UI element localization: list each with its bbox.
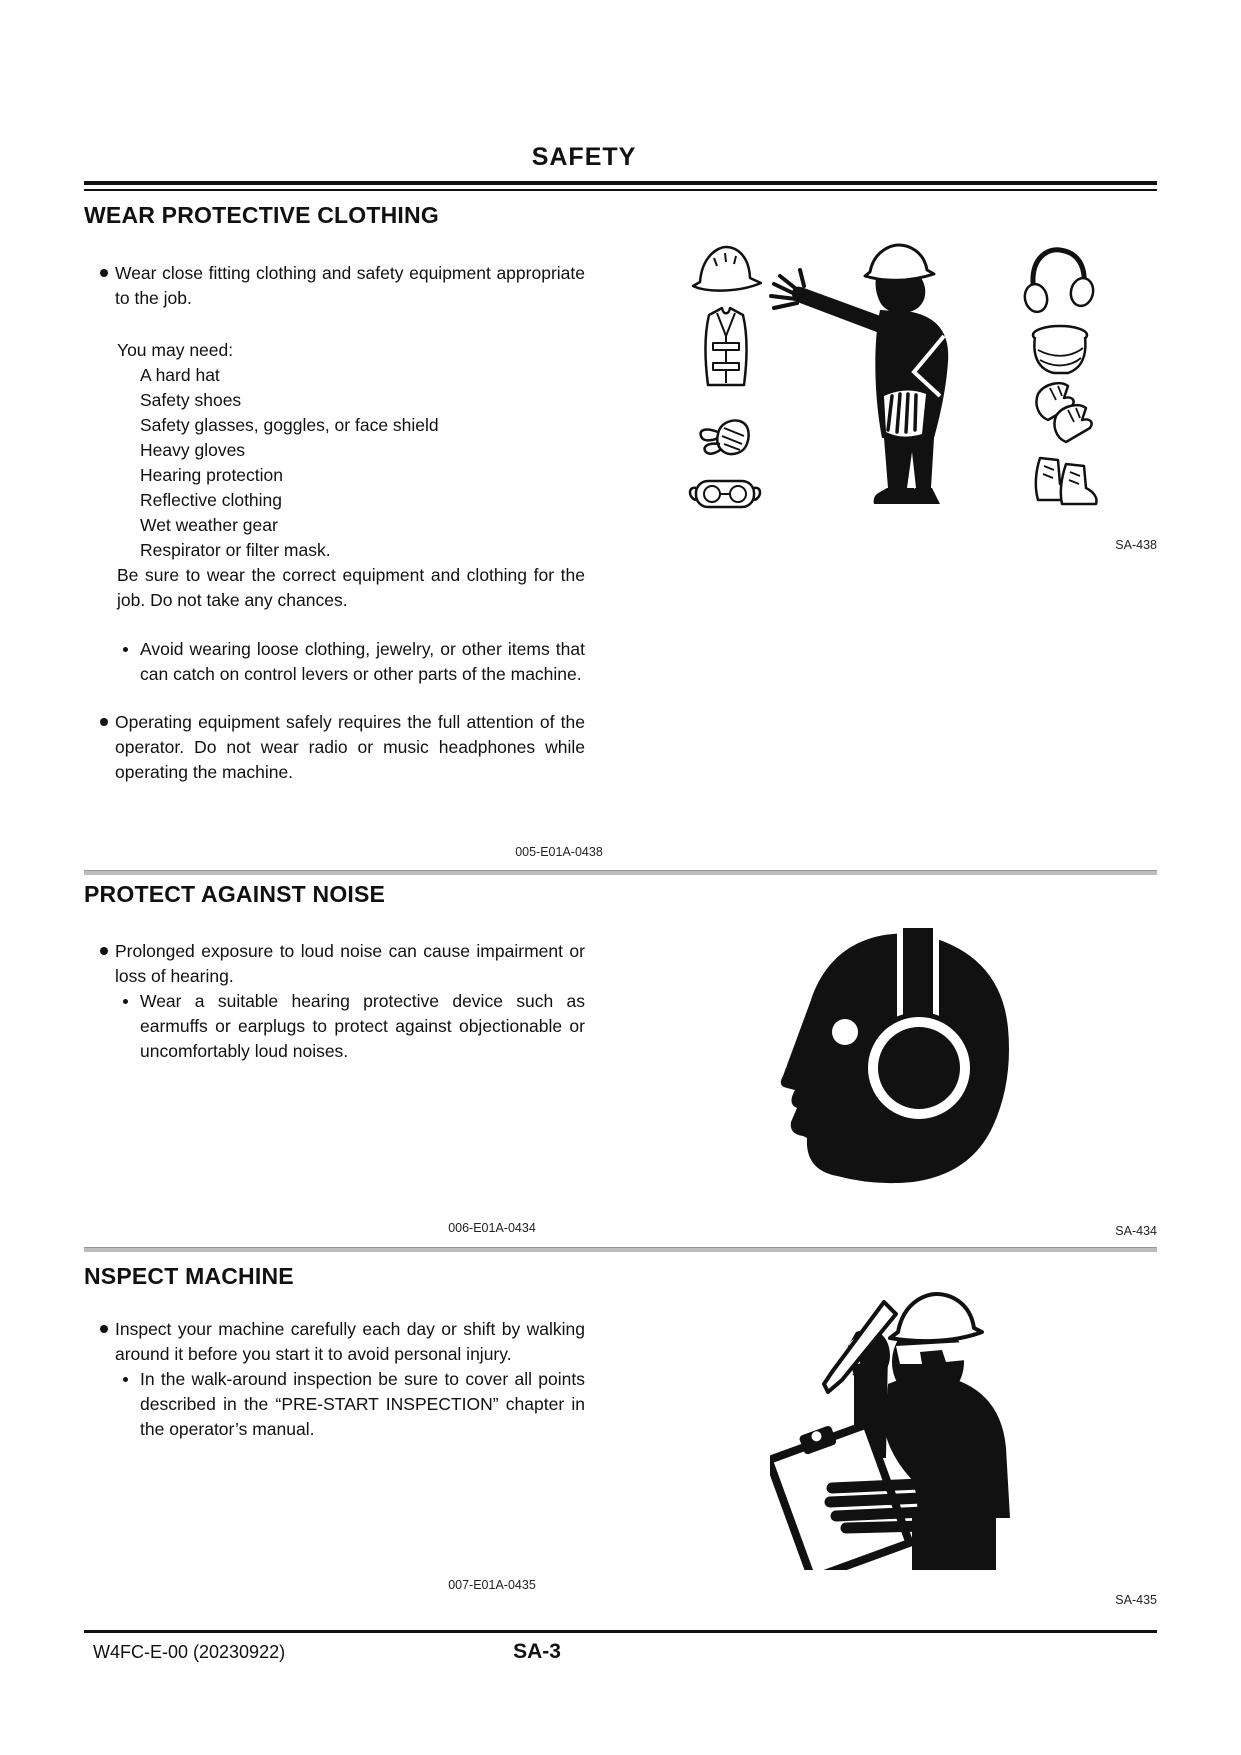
- section-code-005: 005-E01A-0438: [515, 845, 603, 859]
- list-item: A hard hat: [140, 365, 220, 385]
- section-heading-wear-protective-clothing: WEAR PROTECTIVE CLOTHING: [84, 202, 439, 228]
- earmuffs-icon: [1022, 250, 1095, 314]
- paragraph: You may need:: [117, 340, 234, 360]
- footer-rule: [84, 1630, 1157, 1633]
- header-rule-thick: [84, 181, 1157, 185]
- bullet-icon: [100, 269, 108, 277]
- paragraph: In the walk-around inspection be sure to cover all points described in the “PRE-START INSPECTION” chapter in the operator’s manual.: [140, 1369, 585, 1439]
- section-heading-inspect-machine: NSPECT MACHINE: [84, 1263, 294, 1289]
- page-title: SAFETY: [531, 143, 637, 171]
- paragraph: Avoid wearing loose clothing, jewelry, or other items that can catch on control levers or other parts of the machine.: [140, 639, 585, 684]
- section-divider: [84, 870, 1157, 875]
- paragraph: Be sure to wear the correct equipment and clothing for the job. Do not take any chances.: [117, 565, 585, 610]
- sub-bullet-item: [98, 637, 585, 687]
- list-item: Safety shoes: [140, 390, 242, 410]
- paragraph: Prolonged exposure to loud noise can cause impairment or loss of hearing.: [115, 941, 585, 986]
- figure-label-sa435: SA-435: [1115, 1593, 1157, 1607]
- machine-inspection-illustration: [770, 1288, 1018, 1570]
- section-text-protect-against-noise: [98, 939, 585, 1064]
- list-item: Wet weather gear: [140, 515, 278, 535]
- inspector-figure: [770, 1294, 1010, 1570]
- section-divider: [84, 1247, 1157, 1252]
- bullet-icon: [100, 718, 108, 726]
- bullet-item: [98, 261, 585, 311]
- bullet-icon: [100, 1325, 108, 1333]
- list-item: Reflective clothing: [140, 490, 283, 510]
- hard-hat-icon: [693, 247, 761, 291]
- footer-document-code: W4FC-E-00 (20230922): [93, 1642, 286, 1662]
- boots-icon: [1036, 458, 1097, 504]
- paragraph: Wear a suitable hearing protective device such as earmuffs or earplugs to protect against objectionable or uncomfortably loud noises.: [140, 991, 585, 1061]
- goggles-icon: [690, 481, 760, 507]
- list-item: Heavy gloves: [140, 440, 246, 460]
- sub-bullet-icon: [123, 999, 128, 1004]
- sub-bullet-item: [98, 1367, 585, 1442]
- bullet-item: [98, 939, 585, 989]
- bullet-item: [98, 710, 585, 785]
- section-code-006: 006-E01A-0434: [448, 1221, 536, 1235]
- equipment-list: [98, 363, 585, 563]
- figure-label-sa434: SA-434: [1115, 1224, 1157, 1238]
- list-item: Respirator or filter mask.: [140, 540, 331, 560]
- header-rule-thin: [84, 189, 1157, 191]
- paragraph: Operating equipment safely requires the full attention of the operator. Do not wear radio or music headphones while operating the machine.: [115, 712, 585, 782]
- section-code-007: 007-E01A-0435: [448, 1578, 536, 1592]
- paragraph: Inspect your machine carefully each day or shift by walking around it before you start it to avoid personal injury.: [115, 1319, 585, 1364]
- hard-hat-icon: [890, 1294, 982, 1341]
- list-item: Hearing protection: [140, 465, 283, 485]
- bullet-item: [98, 1317, 585, 1367]
- sub-bullet-item: [98, 989, 585, 1064]
- figure-label-sa438: SA-438: [1115, 538, 1157, 552]
- bullet-icon: [100, 947, 108, 955]
- sub-bullet-icon: [123, 1377, 128, 1382]
- hearing-protection-illustration: [775, 928, 1015, 1192]
- section-text-inspect-machine: [98, 1317, 585, 1442]
- face-shield-icon: [1033, 326, 1087, 373]
- eye-dot: [832, 1019, 858, 1045]
- list-item: Safety glasses, goggles, or face shield: [140, 415, 439, 435]
- safety-vest-icon: [706, 308, 747, 385]
- paragraph: Wear close fitting clothing and safety equipment appropriate to the job.: [115, 263, 585, 308]
- protective-equipment-illustration: [688, 238, 1118, 532]
- head-with-earmuffs-icon: [781, 928, 1009, 1183]
- respirator-icon: [701, 421, 749, 455]
- footer-page-number: SA-3: [513, 1640, 561, 1663]
- gloves-icon: [1036, 383, 1091, 442]
- section-heading-protect-against-noise: PROTECT AGAINST NOISE: [84, 881, 386, 907]
- sub-bullet-icon: [123, 647, 128, 652]
- section-text-wear-protective-clothing: [98, 261, 585, 785]
- worker-figure: [771, 245, 948, 504]
